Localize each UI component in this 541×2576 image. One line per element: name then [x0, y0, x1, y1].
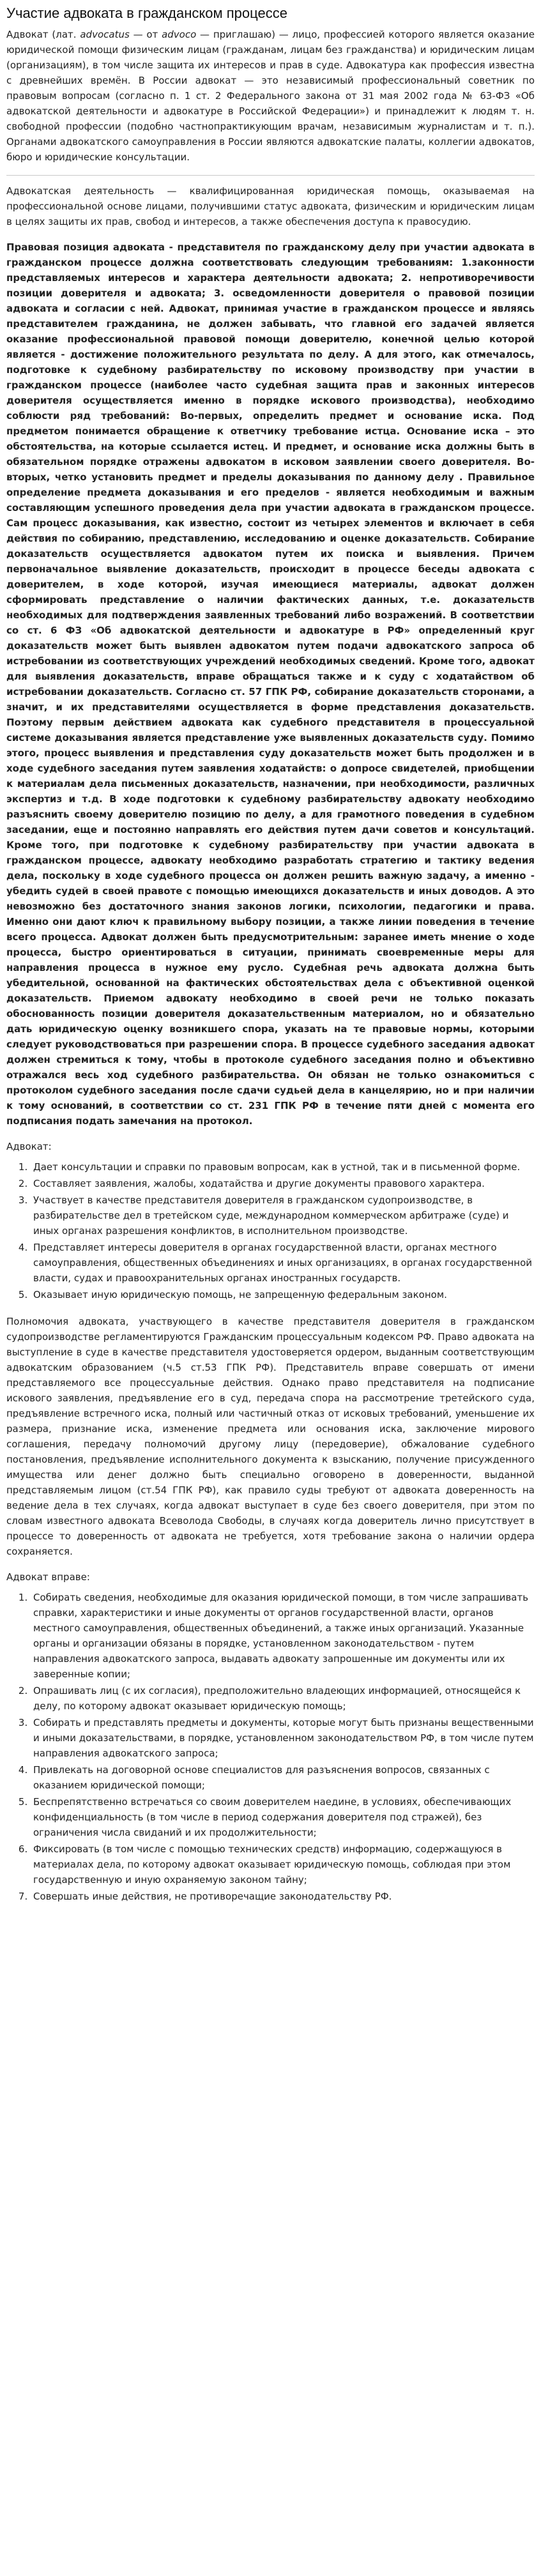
list-item: 2. Опрашивать лиц (с их согласия), предположительно владеющих информацией, относящейся к делу, по которому адвокат оказывает юридическую помощь;	[31, 1683, 535, 1714]
list-item: 5. Беспрепятственно встречаться со своим доверителем наедине, в условиях, обеспечивающих конфиденциальность (в том числе в период содержания доверителя под стражей), без ограничения числа свиданий и их продолжительности;	[31, 1794, 535, 1840]
list-item: 3. Участвует в качестве представителя доверителя в гражданском судопроизводстве, в разбирательстве дел в третейском суде, международном коммерческом арбитраже (суде) и иных органах разрешения конфликтов, в исполнительном производстве.	[31, 1193, 535, 1238]
intro-paragraph	[6, 27, 535, 165]
advocate-duties-list	[6, 1159, 535, 1302]
list-item: 6. Фиксировать (в том числе с помощью технических средств) информацию, содержащуюся в материалах дела, по которому адвокат оказывает юридическую помощь, соблюдая при этом государственную и иную охраняемую законом тайну;	[31, 1841, 535, 1887]
intro-lat-word-2: advoco	[162, 29, 197, 40]
intro-lat-prefix: (лат.	[48, 29, 80, 40]
list-item: 4. Привлекать на договорной основе специалистов для разъяснения вопросов, связанных с оказанием юридической помощи;	[31, 1762, 535, 1793]
list-item: 1. Дает консультации и справки по правовым вопросам, как в устной, так и в письменной форме.	[31, 1159, 535, 1175]
list-item: 7. Совершать иные действия, не противоречащие законодательству РФ.	[31, 1889, 535, 1904]
page-title: Участие адвоката в гражданском процессе	[6, 5, 287, 21]
list-item: 5. Оказывает иную юридическую помощь, не запрещенную федеральным законом.	[31, 1287, 535, 1302]
intro-lat-mid: — от	[129, 29, 162, 40]
divider	[6, 175, 535, 176]
list-item: 4. Представляет интересы доверителя в органах государственной власти, органах местного самоуправления, общественных объединениях и иных организациях, в органах государственной власти, судах и правоохранительных органах иностранных государств.	[31, 1240, 535, 1286]
powers-paragraph: Полномочия адвоката, участвующего в качестве представителя доверителя в гражданском судопроизводстве регламентируются Гражданским процессуальным кодексом РФ. Право адвоката на выступление в суде в качестве представителя удостоверяется ордером, выданным соответствующим адвокатским образованием (ч.5 ст.53 ГПК РФ). Представитель вправе совершать от имени представляемого все процессуальные действия. Однако право представителя на подписание искового заявления, предъявление его в суд, передача спора на рассмотрение третейского суда, предъявление встречного иска, полный или частичный отказ от исковых требований, уменьшение их размера, признание иска, изменение предмета или основания иска, заключение мирового соглашения, передачу полномочий другому лицу (передоверие), обжалование судебного постановления, предъявление исполнительного документа к взысканию, получение присужденного имущества или денег должно быть специально оговорено в доверенности, выданной представляемым лицом (ст.54 ГПК РФ), как правило суды требуют от адвоката доверенность на ведение дела в тех случаях, когда адвокат выступает в суде без своего доверителя, при этом по словам известного адвоката Всеволода Свободы, в случаях когда доверитель лично присутствует в процессе то доверенность от адвоката не требуется, хотя требование закона о наличии ордера сохраняется.	[6, 1316, 535, 1557]
legal-position-paragraph: Правовая позиция адвоката - представителя по гражданскому делу при участии адвоката в гражданском процессе должна соответствовать следующим требованиям: 1.законности представляемых интересов и характера деятельности адвоката; 2. непротиворечивости позиции доверителя и адвоката; 3. осведомленности доверителя о правовой позиции адвоката и согласии с ней. Адвокат, принимая участие в гражданском процессе и являясь представителем гражданина, не должен забывать, что главной его задачей является оказание профессиональной правовой помощи доверителю, конечной целью которой является - достижение положительного результата по делу. А для этого, как отмечалось, подготовке к судебному разбирательству по исковому производству при участии в гражданском процессе (наиболее часто судебная защита прав и законных интересов доверителя осуществляется именно в порядке искового производства), необходимо соблюсти ряд требований: Во-первых, определить предмет и основание иска. Под предметом понимается обращение к ответчику требование истца. Основание иска – это обстоятельства, на которые ссылается истец. И предмет, и основание иска должны быть в обязательном порядке отражены адвокатом в исковом заявлении своего доверителя. Во-вторых, четко установить предмет и пределы доказывания по данному делу . Правильное определение предмета доказывания и его пределов - является необходимым и важным составляющим успешного проведения дела при участии адвоката в гражданском процессе. Сам процесс доказывания, как известно, состоит из четырех элементов и включает в себя действия по собиранию, представлению, исследованию и оценке доказательств. Собирание доказательств осуществляется адвокатом путем их поиска и выявления. Причем первоначальное выявление доказательств, происходит в процессе беседы адвоката с доверителем, в ходе которой, изучая имеющиеся материалы, адвокат должен сформировать представление о наличии фактических данных, т.е. доказательств необходимых для подтверждения заявленных требований либо возражений. В соответствии со ст. 6 ФЗ «Об адвокатской деятельности и адвокатуре в РФ» определенный круг доказательств может быть выявлен адвокатом путем подачи адвокатского запроса об истребовании из соответствующих учреждений необходимых сведений. Кроме того, адвокат для выявления доказательств, вправе обращаться также и к суду с ходатайством об истребовании доказательств. Согласно ст. 57 ГПК РФ, собирание доказательств сторонами, а значит, и их представителями осуществляется в форме представления доказательств. Поэтому первым действием адвоката как судебного представителя в процессуальной системе доказывания является представление уже выявленных доказательств суду. Помимо этого, процесс выявления и представления суду доказательств может быть продолжен и в ходе судебного заседания путем заявления ходатайств: о допросе свидетелей, приобщении к материалам дела письменных доказательств, назначении, при необходимости, различных экспертиз и т.д. В ходе подготовки к судебному разбирательству адвокату необходимо разъяснить своему доверителю позицию по делу, а для грамотного поведения в судебном заседании, еще и постоянно направлять его действия путем дачи советов и консультаций. Кроме того, при подготовке к судебному разбирательству при участии адвоката в гражданском процессе, адвокату необходимо разработать стратегию и тактику ведения дела, поскольку в ходе судебного процесса он должен решить важную задачу, а именно - убедить судей в своей правоте с помощью имеющихся доказательств и иных доводов. А это невозможно без достаточного знания законов логики, психологии, педагогики и права. Именно они дают ключ к правильному выбору позиции, а также линии поведения в течение всего процесса. Адвокат должен быть предусмотрительным: заранее иметь мнение о ходе процесса, быстро ориентироваться в ситуации, принимать своевременные меры для направления процесса в нужное ему русло. Судебная речь адвоката должна быть убедительной, основанной на фактических обстоятельствах дела с объективной оценкой доказательств. Приемом адвокату необходимо в своей речи не только показать обоснованность позиции доверителя доказательственным материалом, но и обязательно дать юридическую оценку возникшего спора, указать на те правовые нормы, которыми следует руководствоваться при разрешении спора. В процессе судебного заседания адвокат должен стремиться к тому, чтобы в протоколе судебного заседания полно и объективно отражался весь ход судебного разбирательства. Он обязан не только ознакомиться с протоколом судебного заседания после сдачи судьей дела в канцелярию, но и при наличии к тому оснований, в соответствии со ст. 231 ГПК РФ в течение пяти дней с момента его подписания подать замечания на протокол.	[6, 241, 535, 1127]
advocate-rights-list	[6, 1590, 535, 1904]
definition-paragraph: Адвокатская деятельность — квалифицированная юридическая помощь, оказываемая на профессиональной основе лицами, получившими статус адвоката, физическим и юридическим лицам в целях защиты их прав, свобод и интересов, а также обеспечения доступа к правосудию.	[6, 185, 535, 227]
list-item: 1. Собирать сведения, необходимые для оказания юридической помощи, в том числе запрашивать справки, характеристики и иные документы от органов государственной власти, органов местного самоуправления, общественных объединений, а также иных организаций. Указанные органы и организации обязаны в порядке, установленном законодательством - путем направления адвокатского запроса, выдавать адвокату запрошенные им документы или их заверенные копии;	[31, 1590, 535, 1682]
intro-term: Адвокат	[6, 29, 49, 40]
intro-lat-word-1: advocatus	[80, 29, 130, 40]
advocate-rights-title: Адвокат вправе:	[6, 1571, 90, 1583]
list-item: 2. Составляет заявления, жалобы, ходатайства и другие документы правового характера.	[31, 1176, 535, 1191]
advocate-duties-title: Адвокат:	[6, 1141, 52, 1152]
intro-rest: — приглашаю) — лицо, профессией которого является оказание юридической помощи физическим лицам (гражданам, лицам без гражданства) и юридическим лицам (организациям), в том числе защита их интересов и прав в суде. Адвокатура как профессия известна с древнейших времён. В России адвокат — это независимый профессиональный советник по правовым вопросам (согласно п. 1 ст. 2 Федерального закона от 31 мая 2002 года № 63-ФЗ «Об адвокатской деятельности и адвокатуре в Российской Федерации») и принадлежит к людям т. н. свободной профессии (подобно частнопрактикующим врачам, независимым журналистам и т. п.). Органами адвокатского самоуправления в России являются адвокатские палаты, коллегии адвокатов, бюро и юридические консультации.	[6, 29, 535, 163]
list-item: 3. Собирать и представлять предметы и документы, которые могут быть признаны вещественными и иными доказательствами, в порядке, установленном законодательством РФ, в том числе путем направления адвокатского запроса;	[31, 1715, 535, 1761]
